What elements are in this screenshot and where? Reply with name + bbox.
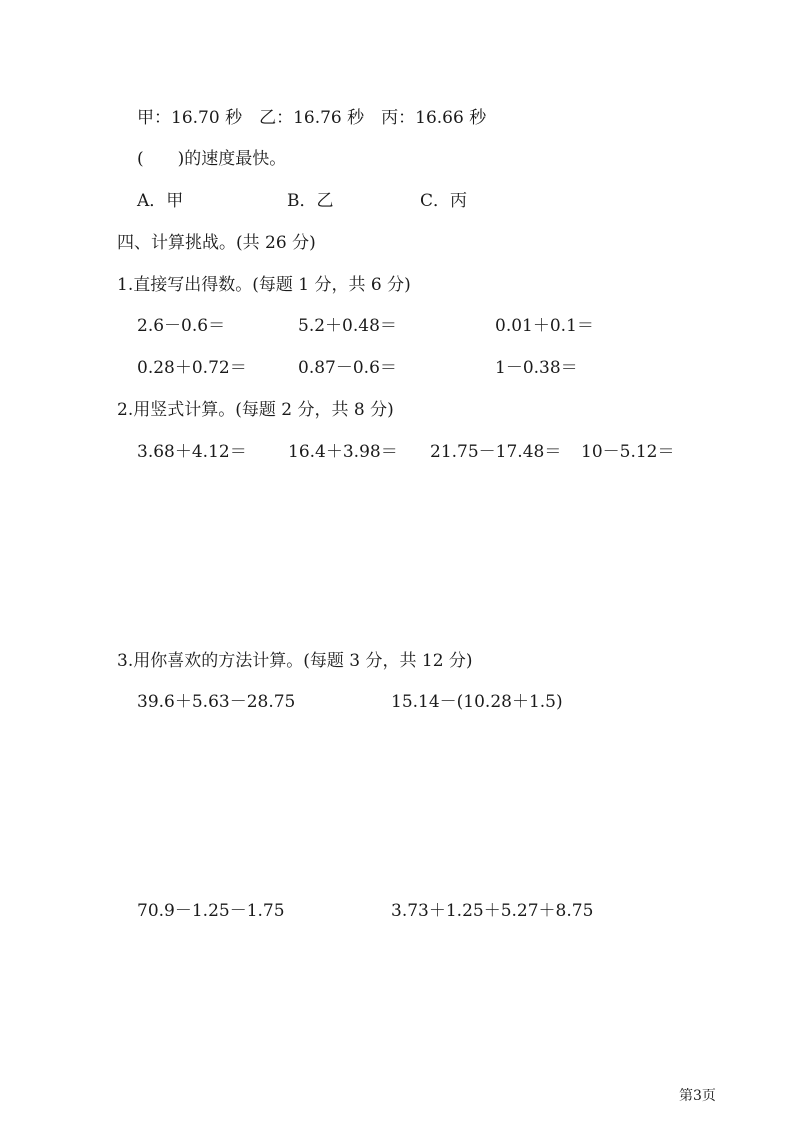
part3-r1-c2: 15.14－(10.28＋1.5)	[391, 692, 563, 712]
question-prompt: ( )的速度最快。	[137, 149, 287, 169]
part1-r2-c1: 0.28＋0.72＝	[137, 358, 247, 378]
section-heading: 四、计算挑战。(共 26 分)	[117, 233, 316, 253]
part1-r1-c2: 5.2＋0.48＝	[298, 316, 397, 336]
part3-r1-c1: 39.6＋5.63－28.75	[137, 692, 296, 712]
part2-heading: 2.用竖式计算。(每题 2 分，共 8 分)	[117, 400, 394, 420]
part1-heading: 1.直接写出得数。(每题 1 分，共 6 分)	[117, 275, 411, 295]
option-c: C．丙	[420, 191, 468, 211]
part2-c3: 21.75－17.48＝	[430, 442, 562, 462]
race-times-line: 甲：16.70 秒 乙：16.76 秒 丙：16.66 秒	[137, 108, 487, 128]
page-number: 第3页	[679, 1088, 716, 1104]
option-a: A．甲	[137, 191, 184, 211]
part1-r2-c2: 0.87－0.6＝	[298, 358, 397, 378]
part3-heading: 3.用你喜欢的方法计算。(每题 3 分，共 12 分)	[117, 651, 473, 671]
part3-r2-c2: 3.73＋1.25＋5.27＋8.75	[391, 901, 594, 921]
part2-c4: 10－5.12＝	[581, 442, 675, 462]
part2-c2: 16.4＋3.98＝	[288, 442, 398, 462]
part3-r2-c1: 70.9－1.25－1.75	[137, 901, 285, 921]
option-b: B．乙	[287, 191, 334, 211]
part2-c1: 3.68＋4.12＝	[137, 442, 247, 462]
part1-r2-c3: 1－0.38＝	[495, 358, 578, 378]
part1-r1-c3: 0.01＋0.1＝	[495, 316, 594, 336]
part1-r1-c1: 2.6－0.6＝	[137, 316, 226, 336]
